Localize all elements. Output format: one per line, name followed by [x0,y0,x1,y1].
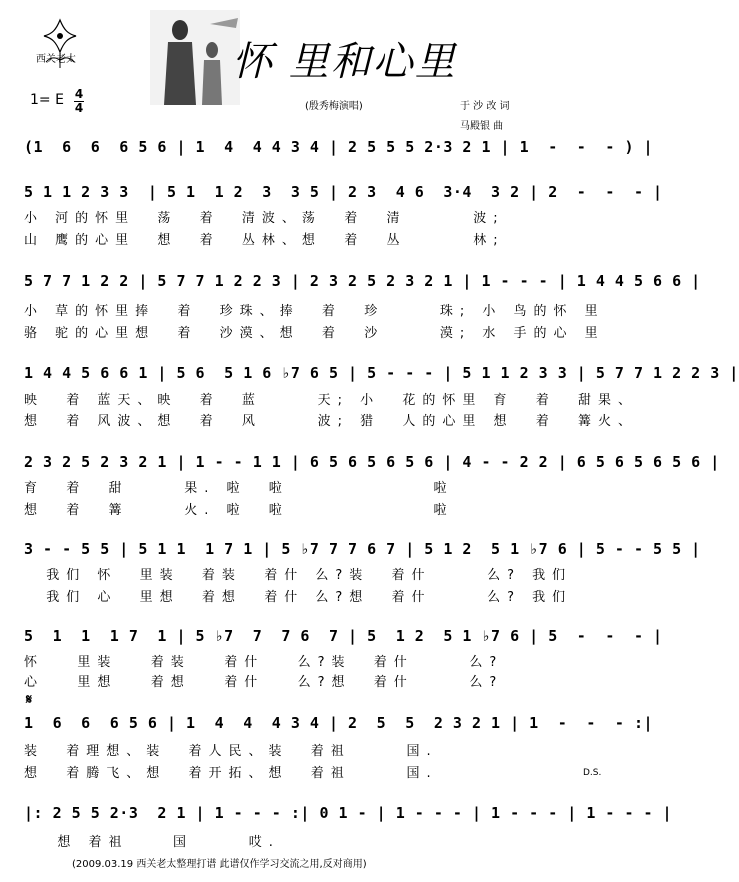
lyric-line-2: 山 鹰的心里 想 着 丛林、想 着 丛 林; [24,233,505,248]
lyric-line-1: 我们 怀 里装 着装 着什 么?装 着什 么? 我们 [24,568,573,583]
score-row-3 [24,272,701,341]
lyric-line-1: 装 着理想、装 着人民、装 着祖 国. [24,744,438,759]
score-row-2 [24,183,663,248]
score-row-7 [24,627,663,690]
lyric-line-2: 想 着 篝 火. 啦 啦 啦 [24,503,454,518]
segno-icon: 𝄋 [26,692,33,708]
lyric-line-2: 心 里想 着想 着什 么?想 着什 么? [24,675,504,690]
logo-text: 西关老太 [36,54,76,65]
lyric-line-1: 小 草的怀里捧 着 珍珠、捧 着 珍 珠; 小 鸟的怀 里 [24,304,605,319]
score-row-9 [24,804,673,850]
time-signature [72,88,86,115]
singers-photo [150,10,240,105]
notation-line: 5 1 1 1 7 1 | 5 ♭7 7 7 6 7 | 5 1 2 5 1 ♭7 6 | 5 - - - | [24,627,663,645]
lyricist-credit: 于 沙 改 词 [460,101,510,112]
lyric-line-1: 映 着 蓝天、映 着 蓝 天; 小 花的怀里 育 着 甜果、 [24,393,639,408]
notation-line: (1 6 6 6 5 6 | 1 4 4 4 3 4 | 2 5 5 5 2·3 2 1 | 1 - - - ) | [24,138,654,156]
singer-credit: (殷秀梅演唱) [305,101,363,112]
notation-line: 5 7 7 1 2 2 | 5 7 7 1 2 2 3 | 2 3 2 5 2 3 2 1 | 1 - - - | 1 4 4 5 6 6 | [24,272,701,290]
song-title: 怀 里和心里 [232,39,457,85]
lyric-line-1: 怀 里装 着装 着什 么?装 着什 么? [24,655,504,670]
notation-line: 5 1 1 2 3 3 | 5 1 1 2 3 3 5 | 2 3 4 6 3·4 3 2 | 2 - - - | [24,183,663,201]
meter-bottom: 4 [74,101,84,115]
lyric-line-2: 想 着 风波、想 着 风 波; 猎 人的心里 想 着 篝火、 [24,414,639,429]
notation-line: 3 - - 5 5 | 5 1 1 1 7 1 | 5 ♭7 7 7 6 7 | 5 1 2 5 1 ♭7 6 | 5 - - 5 5 | [24,540,701,558]
score-row-5 [24,453,720,518]
notation-line: |: 2 5 5 2·3 2 1 | 1 - - - :| 0 1 - | 1 - - - | 1 - - - | 1 - - - | [24,804,673,822]
lyric-line-2: 我们 心 里想 着想 着什 么?想 着什 么? 我们 [24,590,573,605]
lyric-line-2: 骆 驼的心里想 着 沙漠、想 着 沙 漠; 水 手的心 里 [24,326,605,341]
score-row-4 [24,364,739,429]
composer-credit: 马殿银 曲 [460,121,504,132]
lyric-line-2: 想 着腾飞、想 着开拓、想 着祖 国. [24,766,438,781]
footer-note: (2009.03.19 西关老太整理打谱 此谱仅作学习交流之用,反对商用) [72,859,367,870]
meter-top: 4 [74,87,84,101]
key-signature: 1= E [30,92,64,108]
lyric-line-1: 想 着祖 国 哎. [24,835,280,850]
notation-line: 1 6 6 6 5 6 | 1 4 4 4 3 4 | 2 5 5 2 3 2 1 | 1 - - - :| [24,714,654,732]
notation-line: 2 3 2 5 2 3 2 1 | 1 - - 1 1 | 6 5 6 5 6 5 6 | 4 - - 2 2 | 6 5 6 5 6 5 6 | [24,453,720,471]
lyric-line-1: 育 着 甜 果. 啦 啦 啦 [24,481,454,496]
lyric-line-1: 小 河的怀里 荡 着 清波、荡 着 清 波; [24,211,505,226]
ds-mark: D.S. [583,768,602,778]
score-row-6 [24,540,701,605]
notation-line: 1 4 4 5 6 6 1 | 5 6 5 1 6 ♭7 6 5 | 5 - - - | 5 1 1 2 3 3 | 5 7 7 1 2 2 3 | [24,364,739,382]
score-row-1 [24,138,654,178]
